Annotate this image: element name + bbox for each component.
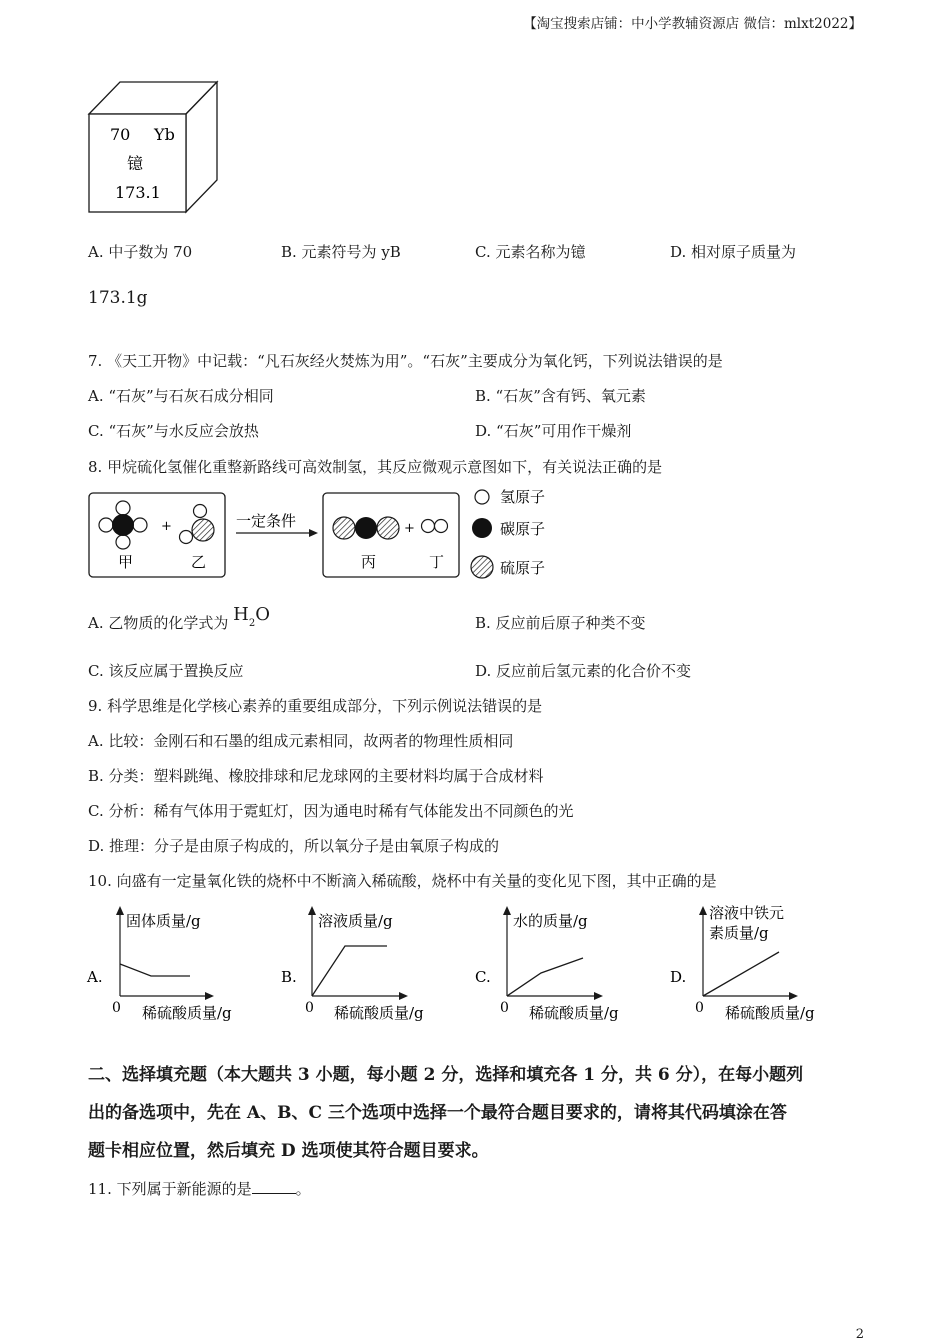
hydrogen-atom <box>422 520 435 533</box>
graph-a-ylabel: 固体质量/g <box>126 912 201 930</box>
legend-carbon-icon <box>472 518 492 538</box>
answer-blank[interactable] <box>252 1179 296 1194</box>
hydrogen-atom <box>99 518 113 532</box>
label-ding: 丁 <box>429 553 445 571</box>
q7-stem: 7. 《天工开物》中记载：“凡石灰经火焚炼为用”。“石灰”主要成分为氧化钙，下列说法错误的是 <box>88 352 723 370</box>
sulfur-atom <box>192 519 214 541</box>
atomic-number: 70 <box>110 125 131 144</box>
graph-c-origin: 0 <box>500 1000 509 1016</box>
reaction-microscopic-diagram <box>86 484 566 584</box>
graph-b-ylabel: 溶液质量/g <box>318 912 393 930</box>
graph-a-letter: A. <box>87 968 103 986</box>
q11-stem: 11. 下列属于新能源的是 <box>88 1180 252 1198</box>
hydrogen-atom <box>194 505 207 518</box>
carbon-atom <box>355 517 377 539</box>
graph-d-letter: D. <box>670 968 687 986</box>
graph-a-xlabel: 稀硫酸质量/g <box>142 1004 232 1022</box>
page-header: 【淘宝搜索店铺：中小学教辅资源店 微信：mlxt2022】 <box>523 16 862 32</box>
graph-a-curve <box>120 964 190 976</box>
graph-d-origin: 0 <box>695 1000 704 1016</box>
q9-stem: 9. 科学思维是化学核心素养的重要组成部分，下列示例说法错误的是 <box>88 697 543 715</box>
graph-d-ylabel-line2: 素质量/g <box>709 924 769 942</box>
section2-line1: 二、选择填充题（本大题共 3 小题，每小题 2 分，选择和填充各 1 分，共 6 分），在每小题列 <box>88 1065 804 1085</box>
q11 <box>88 1178 311 1199</box>
q6-option-c: C. 元素名称为镱 <box>475 243 586 261</box>
q7-option-a: A. “石灰”与石灰石成分相同 <box>88 387 274 405</box>
q6-option-a: A. 中子数为 70 <box>88 243 193 261</box>
page-number: 2 <box>855 1327 864 1342</box>
q6-option-b: B. 元素符号为 yB <box>281 243 401 261</box>
q7-option-c: C. “石灰”与水反应会放热 <box>88 422 259 440</box>
formula-o: O <box>255 604 270 625</box>
graph-b <box>278 900 448 1026</box>
graph-d-curve <box>703 952 779 996</box>
graph-c <box>473 900 643 1026</box>
graph-b-curve <box>312 946 387 996</box>
q6-option-d: D. 相对原子质量为 <box>670 243 797 261</box>
q8-option-a <box>88 604 270 633</box>
graph-b-letter: B. <box>281 968 297 986</box>
plus-sign-left: + <box>161 519 172 534</box>
q9-option-c: C. 分析：稀有气体用于霓虹灯，因为通电时稀有气体能发出不同颜色的光 <box>88 802 574 820</box>
graph-a <box>84 900 254 1026</box>
label-bing: 丙 <box>361 553 377 571</box>
graph-c-xlabel: 稀硫酸质量/g <box>529 1004 619 1022</box>
legend-hydrogen: 氢原子 <box>500 488 546 506</box>
q9-option-b: B. 分类：塑料跳绳、橡胶排球和尼龙球网的主要材料均属于合成材料 <box>88 767 544 785</box>
q9-option-d: D. 推理：分子是由原子构成的，所以氧分子是由氧原子构成的 <box>88 837 500 855</box>
q11-end: 。 <box>295 1180 311 1198</box>
reaction-condition: 一定条件 <box>236 512 297 530</box>
legend-sulfur: 硫原子 <box>500 559 546 577</box>
carbon-atom <box>112 514 134 536</box>
hydrogen-atom <box>435 520 448 533</box>
graph-c-curve <box>507 958 583 996</box>
hydrogen-atom <box>116 501 130 515</box>
legend-hydrogen-icon <box>475 490 489 504</box>
q8-option-d: D. 反应前后氢元素的化合价不变 <box>475 662 692 680</box>
graph-b-xlabel: 稀硫酸质量/g <box>334 1004 424 1022</box>
sulfur-atom <box>377 517 399 539</box>
section2-line3: 题卡相应位置，然后填充 D 选项使其符合题目要求。 <box>88 1141 489 1161</box>
element-cell-figure <box>86 78 220 216</box>
graph-c-letter: C. <box>475 968 491 986</box>
formula-sub: 2 <box>248 618 256 629</box>
q9-option-a: A. 比较：金刚石和石墨的组成元素相同，故两者的物理性质相同 <box>88 732 514 750</box>
graph-d-ylabel-line1: 溶液中铁元 <box>709 904 785 922</box>
section2-line2: 出的备选项中，先在 A、B、C 三个选项中选择一个最符合题目要求的，请将其代码填涂在答 <box>88 1103 787 1123</box>
sulfur-atom <box>333 517 355 539</box>
plus-sign-right: + <box>404 521 415 536</box>
legend-sulfur-icon <box>471 556 493 578</box>
atomic-mass: 173.1 <box>115 183 161 202</box>
graph-a-origin: 0 <box>112 1000 121 1016</box>
element-name: 镱 <box>127 154 144 173</box>
q7-option-d: D. “石灰”可用作干燥剂 <box>475 422 632 440</box>
graph-c-ylabel: 水的质量/g <box>513 912 588 930</box>
label-yi: 乙 <box>191 553 207 571</box>
q8-stem: 8. 甲烷硫化氢催化重整新路线可高效制氢，其反应微观示意图如下，有关说法正确的是 <box>88 458 663 476</box>
q10-stem: 10. 向盛有一定量氧化铁的烧杯中不断滴入稀硫酸，烧杯中有关量的变化见下图，其中正确的是 <box>88 872 717 890</box>
q6-option-d-wrap: 173.1g <box>88 288 148 308</box>
q8-option-b: B. 反应前后原子种类不变 <box>475 614 646 632</box>
hydrogen-atom <box>116 535 130 549</box>
graph-d <box>668 898 840 1026</box>
q8-option-c: C. 该反应属于置换反应 <box>88 662 244 680</box>
graph-d-xlabel: 稀硫酸质量/g <box>725 1004 815 1022</box>
q8-option-a-text: A. 乙物质的化学式为 <box>88 614 229 632</box>
graph-b-origin: 0 <box>305 1000 314 1016</box>
hydrogen-atom <box>180 531 193 544</box>
label-jia: 甲 <box>118 553 134 571</box>
q7-option-b: B. “石灰”含有钙、氧元素 <box>475 387 646 405</box>
formula-h: H <box>233 604 249 625</box>
element-symbol: Yb <box>154 125 175 144</box>
hydrogen-atom <box>133 518 147 532</box>
legend-carbon: 碳原子 <box>500 520 546 538</box>
